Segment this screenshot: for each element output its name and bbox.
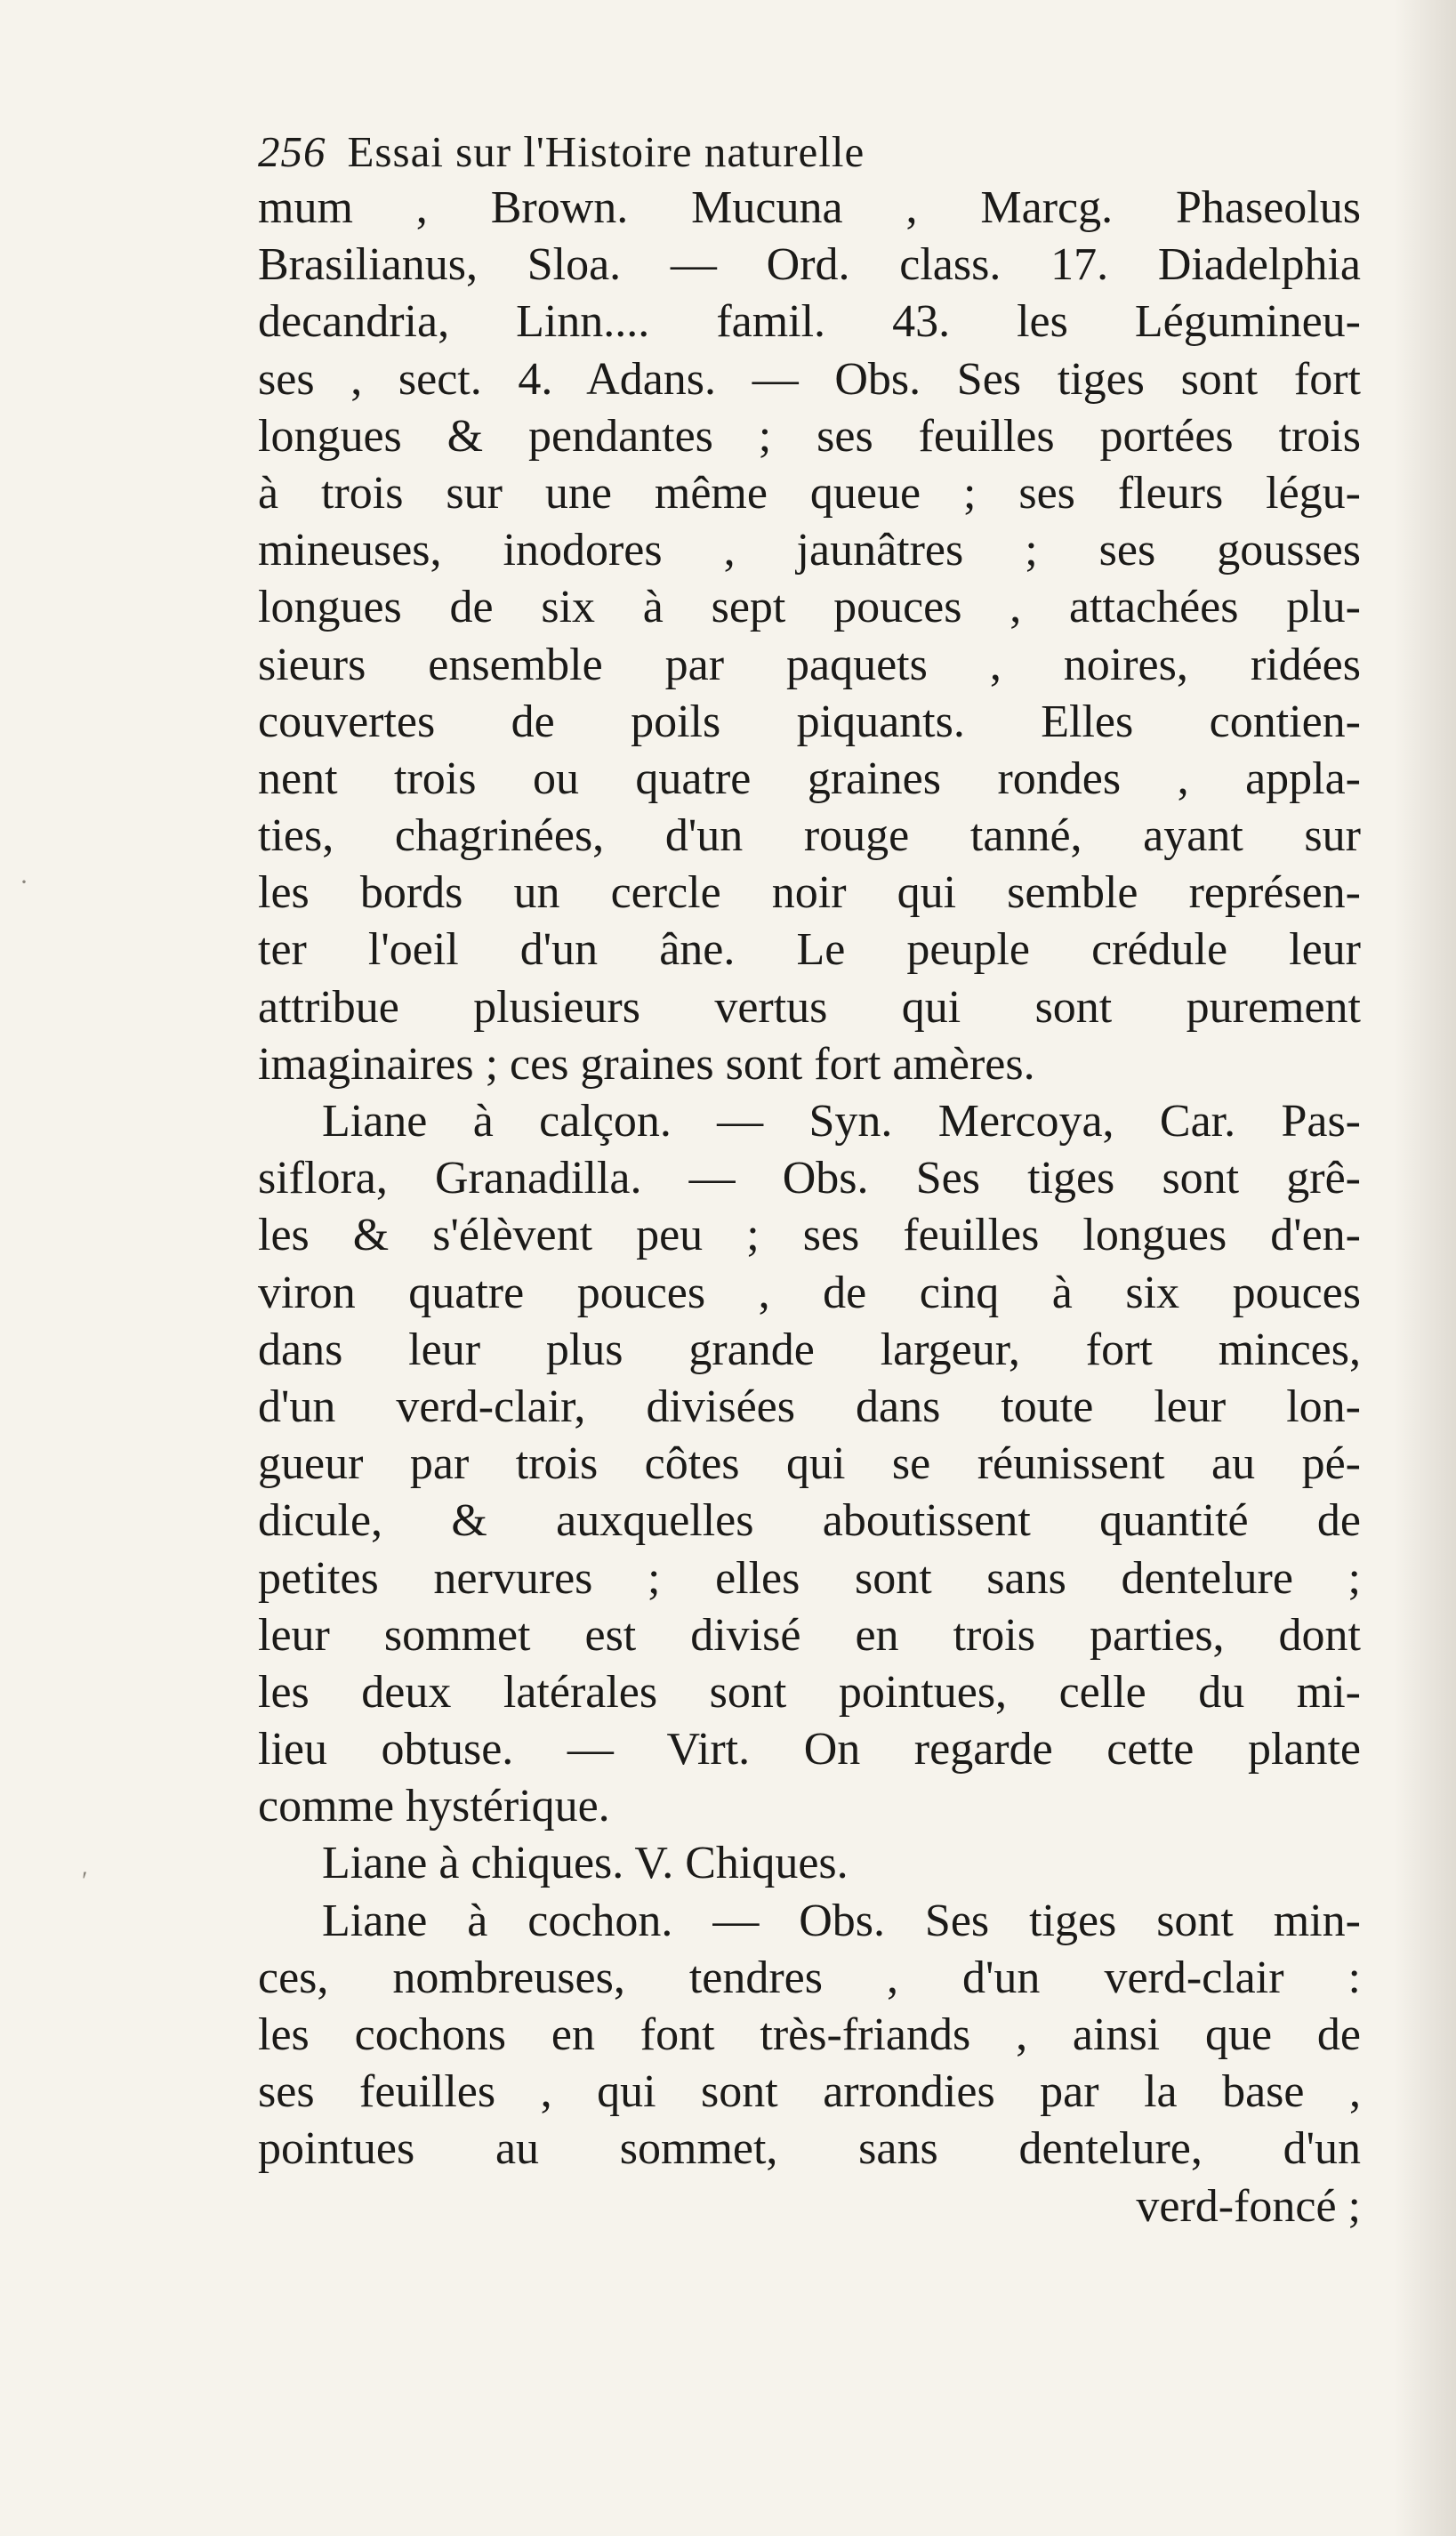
- entry-liane-a-calcon: Liane à calçon. — Syn. Mercoya, Car. Pas-: [322, 1096, 1361, 1147]
- text-line: à trois sur une même queue ; ses fleurs légu-: [258, 467, 1361, 519]
- text-line: viron quatre pouces , de cinq à six pouces: [258, 1267, 1361, 1318]
- text-line: leur sommet est divisé en trois parties, dont: [258, 1609, 1361, 1661]
- text-line: les & s'élèvent peu ; ses feuilles longues d'en-: [258, 1210, 1361, 1261]
- text-line: lieu obtuse. — Virt. On regarde cette plante: [258, 1724, 1361, 1775]
- text-line: decandria, Linn.... famil. 43. les Légumineu-: [258, 296, 1361, 348]
- text-line: Brasilianus, Sloa. — Ord. class. 17. Diadelphia: [258, 239, 1361, 291]
- text-line: ses , sect. 4. Adans. — Obs. Ses tiges sont fort: [258, 353, 1361, 405]
- entry-liane-a-cochon: Liane à cochon. — Obs. Ses tiges sont min-: [322, 1895, 1361, 1946]
- text-line: couvertes de poils piquants. Elles contien-: [258, 696, 1361, 747]
- text-line: mum , Brown. Mucuna , Marcg. Phaseolus: [258, 182, 1361, 233]
- text-line: ses feuilles , qui sont arrondies par la base ,: [258, 2066, 1361, 2118]
- text-line: imaginaires ; ces graines sont fort amères.: [258, 1038, 1035, 1090]
- text-line: les cochons en font très-friands , ainsi que de: [258, 2009, 1361, 2060]
- text-line: sieurs ensemble par paquets , noires, ridées: [258, 639, 1361, 690]
- text-line: siflora, Granadilla. — Obs. Ses tiges sont grê-: [258, 1153, 1361, 1204]
- text-line: les bords un cercle noir qui semble représen-: [258, 867, 1361, 919]
- text-line: nent trois ou quatre graines rondes , appla-: [258, 753, 1361, 804]
- text-line: ter l'oeil d'un âne. Le peuple crédule leur: [258, 924, 1361, 976]
- text-line: d'un verd-clair, divisées dans toute leur lon-: [258, 1381, 1361, 1432]
- margin-speck: ′: [82, 1866, 88, 1896]
- margin-speck: ·: [20, 867, 28, 897]
- text-line: mineuses, inodores , jaunâtres ; ses gousses: [258, 525, 1361, 576]
- page-number: 256: [258, 127, 326, 176]
- text-line: pointues au sommet, sans dentelure, d'un: [258, 2123, 1361, 2175]
- text-line: dicule, & auxquelles aboutissent quantité de: [258, 1495, 1361, 1547]
- text-line: ces, nombreuses, tendres , d'un verd-clair :: [258, 1952, 1361, 2003]
- text-line: longues & pendantes ; ses feuilles portées trois: [258, 410, 1361, 462]
- text-line: longues de six à sept pouces , attachées plu-: [258, 582, 1361, 633]
- text-line: les deux latérales sont pointues, celle du mi-: [258, 1666, 1361, 1718]
- entry-liane-a-chiques: Liane à chiques. V. Chiques.: [322, 1838, 849, 1889]
- text-block: [258, 125, 1361, 2235]
- text-line: ties, chagrinées, d'un rouge tanné, ayant sur: [258, 810, 1361, 862]
- running-head: [258, 125, 1361, 180]
- text-line: comme hystérique.: [258, 1781, 610, 1832]
- running-title: Essai sur l'Histoire naturelle: [347, 127, 865, 176]
- text-line: petites nervures ; elles sont sans dentelure ;: [258, 1552, 1361, 1604]
- text-line: gueur par trois côtes qui se réunissent au pé-: [258, 1438, 1361, 1490]
- text-line: dans leur plus grande largeur, fort minces,: [258, 1324, 1361, 1375]
- catchword: verd-foncé ;: [1136, 2180, 1361, 2232]
- text-line: attribue plusieurs vertus qui sont purement: [258, 981, 1361, 1033]
- gutter-shadow: [1394, 0, 1456, 2536]
